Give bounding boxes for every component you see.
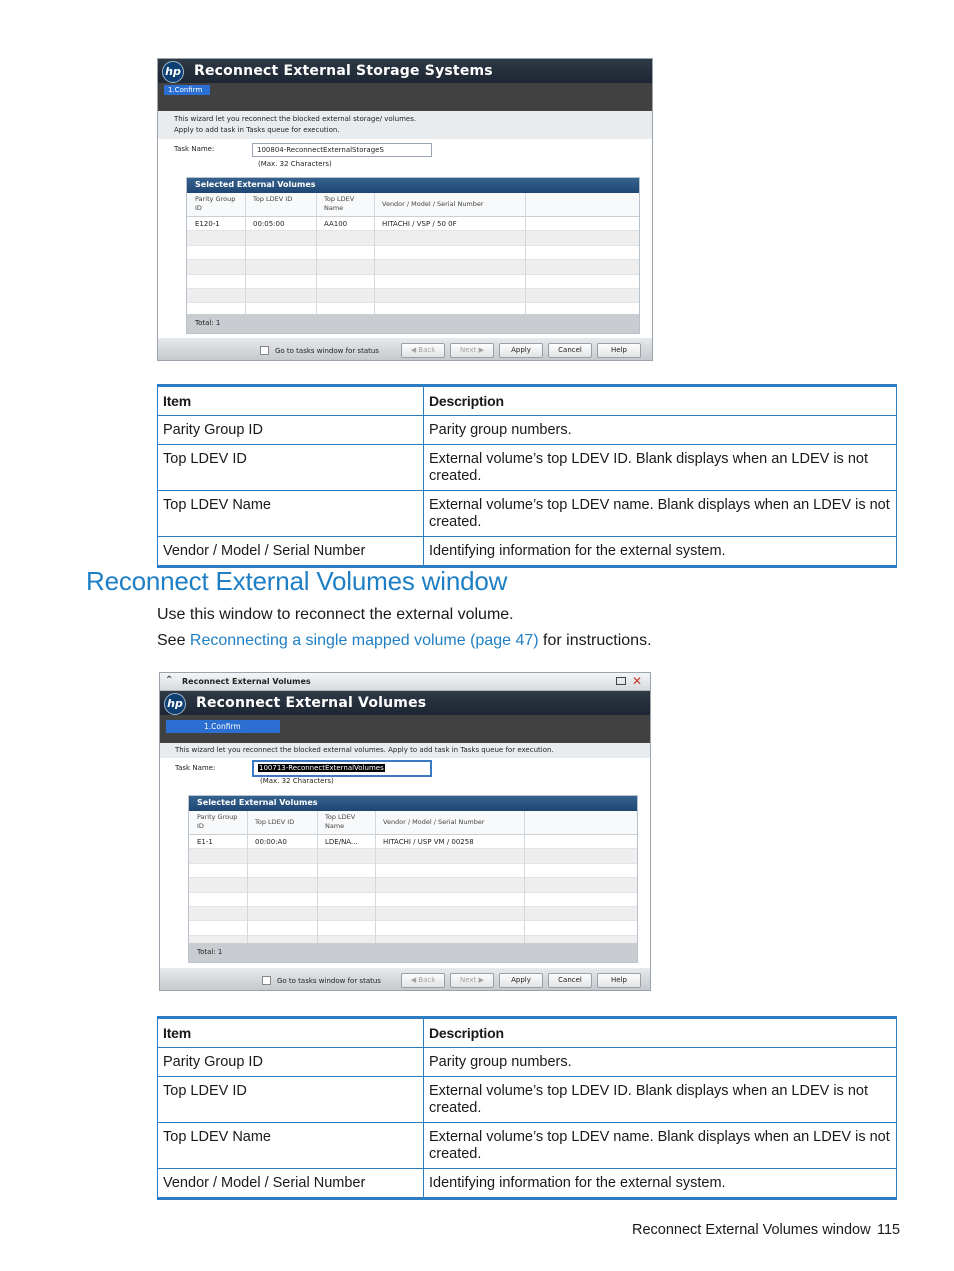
cell-top-ldev-name: AA100 bbox=[324, 220, 348, 228]
reconnect-external-storage-screenshot bbox=[157, 58, 653, 361]
next-button[interactable]: Next ▶ bbox=[450, 973, 494, 988]
cell-top-ldev-name: LDE/NA... bbox=[325, 838, 358, 846]
wizard-button-bar bbox=[158, 338, 652, 361]
apply-button[interactable]: Apply bbox=[499, 343, 543, 358]
table-row bbox=[158, 491, 897, 537]
table-header-row bbox=[158, 1018, 897, 1048]
maximize-icon[interactable] bbox=[616, 677, 626, 685]
task-name-label: Task Name: bbox=[174, 145, 215, 153]
field-description-table bbox=[157, 384, 897, 568]
task-name-label: Task Name: bbox=[175, 764, 216, 772]
description-cell: External volume’s top LDEV name. Blank displays when an LDEV is not created. bbox=[424, 491, 897, 537]
item-cell: Top LDEV ID bbox=[158, 1077, 424, 1123]
item-cell: Vendor / Model / Serial Number bbox=[158, 1169, 424, 1199]
field-description-table-2 bbox=[157, 1016, 897, 1200]
table-row bbox=[187, 246, 639, 260]
description-cell: External volume’s top LDEV ID. Blank displays when an LDEV is not created. bbox=[424, 445, 897, 491]
wizard-intro: This wizard let you reconnect the blocked external volumes. Apply to add task in Tasks queue for execution. bbox=[160, 743, 650, 758]
table-row bbox=[189, 893, 637, 907]
table-row bbox=[187, 231, 639, 245]
table-rows bbox=[189, 835, 637, 950]
cell-vendor-model-serial: HITACHI / USP VM / 00258 bbox=[383, 838, 474, 846]
column-divider bbox=[245, 193, 246, 314]
table-row bbox=[158, 1169, 897, 1199]
col-parity-group-id[interactable]: Parity Group ID bbox=[197, 813, 238, 830]
cell-top-ldev-id: 00:05:00 bbox=[253, 220, 285, 228]
wizard-body bbox=[160, 691, 650, 991]
selected-volumes-table bbox=[188, 795, 638, 963]
window-frame-bar bbox=[160, 673, 650, 691]
reconnect-external-volumes-screenshot bbox=[159, 672, 651, 991]
para2-suffix: for instructions. bbox=[538, 632, 652, 649]
hp-logo-icon: hp bbox=[164, 693, 186, 715]
cell-parity-group: E1-1 bbox=[197, 838, 213, 846]
hp-logo-icon: hp bbox=[162, 61, 184, 83]
table-row bbox=[189, 864, 637, 878]
goto-tasks-checkbox[interactable] bbox=[262, 976, 271, 985]
col-top-ldev-name[interactable]: Top LDEV Name bbox=[324, 195, 355, 212]
section-heading: Reconnect External Volumes window bbox=[86, 566, 508, 596]
table-row bbox=[158, 1077, 897, 1123]
table-row bbox=[158, 1123, 897, 1169]
description-cell: Identifying information for the external system. bbox=[424, 537, 897, 567]
table-row bbox=[158, 445, 897, 491]
column-divider bbox=[524, 811, 525, 943]
item-cell: Parity Group ID bbox=[158, 416, 424, 445]
column-divider bbox=[247, 811, 248, 943]
help-button[interactable]: Help bbox=[597, 973, 641, 988]
cell-vendor-model-serial: HITACHI / VSP / 50 0F bbox=[382, 220, 457, 228]
table-row bbox=[189, 849, 637, 863]
wizard-intro bbox=[158, 111, 652, 139]
goto-tasks-label: Go to tasks window for status bbox=[277, 977, 381, 985]
wizard-button-bar bbox=[160, 968, 650, 991]
item-cell: Top LDEV Name bbox=[158, 491, 424, 537]
help-button[interactable]: Help bbox=[597, 343, 641, 358]
cell-top-ldev-id: 00:00:A0 bbox=[255, 838, 287, 846]
wizard-step-bar bbox=[160, 715, 650, 743]
section-paragraph-1: Use this window to reconnect the external volume. bbox=[157, 606, 514, 623]
goto-tasks-checkbox[interactable] bbox=[260, 346, 269, 355]
reconnecting-volume-link[interactable]: Reconnecting a single mapped volume (page 47) bbox=[189, 632, 539, 649]
column-divider bbox=[374, 193, 375, 314]
table-row bbox=[187, 260, 639, 274]
col-top-ldev-name[interactable]: Top LDEV Name bbox=[325, 813, 356, 830]
task-name-selected-text: 100713-ReconnectExternalVolumes bbox=[259, 764, 384, 772]
description-cell: Identifying information for the external system. bbox=[424, 1169, 897, 1199]
description-cell: Parity group numbers. bbox=[424, 1048, 897, 1077]
table-row[interactable] bbox=[187, 217, 639, 231]
table-row bbox=[189, 878, 637, 892]
col-parity-group-id[interactable]: Parity Group ID bbox=[195, 195, 236, 212]
section-paragraph-2 bbox=[157, 632, 652, 650]
back-button[interactable]: ◀ Back bbox=[401, 343, 445, 358]
wizard-step-bar bbox=[158, 83, 652, 111]
table-header-row bbox=[189, 811, 637, 835]
table-row[interactable] bbox=[189, 835, 637, 849]
description-cell: Parity group numbers. bbox=[424, 416, 897, 445]
task-name-hint: (Max. 32 Characters) bbox=[260, 777, 334, 785]
wizard-title-bar bbox=[158, 59, 652, 85]
table-row bbox=[187, 289, 639, 303]
column-divider bbox=[375, 811, 376, 943]
header-description: Description bbox=[424, 1018, 897, 1048]
wizard-title: Reconnect External Storage Systems bbox=[194, 63, 493, 79]
table-row bbox=[187, 275, 639, 289]
cancel-button[interactable]: Cancel bbox=[548, 343, 592, 358]
item-cell: Parity Group ID bbox=[158, 1048, 424, 1077]
step-confirm[interactable]: 1.Confirm bbox=[164, 85, 210, 95]
wizard-title: Reconnect External Volumes bbox=[196, 695, 427, 711]
para2-prefix: See bbox=[157, 632, 190, 649]
close-icon[interactable]: ✕ bbox=[631, 674, 642, 688]
collapse-chevron-icon[interactable]: ⌃ bbox=[165, 675, 174, 686]
col-top-ldev-id[interactable]: Top LDEV ID bbox=[255, 818, 295, 826]
table-header-row bbox=[158, 386, 897, 416]
window-title: Reconnect External Volumes bbox=[182, 677, 311, 686]
selected-volumes-title: Selected External Volumes bbox=[187, 178, 639, 193]
table-row bbox=[189, 921, 637, 935]
table-row bbox=[189, 907, 637, 921]
selected-volumes-table bbox=[186, 177, 640, 334]
description-cell: External volume’s top LDEV ID. Blank displays when an LDEV is not created. bbox=[424, 1077, 897, 1123]
column-divider bbox=[316, 193, 317, 314]
cancel-button[interactable]: Cancel bbox=[548, 973, 592, 988]
apply-button[interactable]: Apply bbox=[499, 973, 543, 988]
goto-tasks-label: Go to tasks window for status bbox=[275, 347, 379, 355]
footer-section-title: Reconnect External Volumes window bbox=[632, 1222, 871, 1238]
page-number: 115 bbox=[877, 1222, 901, 1238]
item-cell: Top LDEV ID bbox=[158, 445, 424, 491]
intro-line-2: Apply to add task in Tasks queue for execution. bbox=[174, 126, 340, 134]
task-name-input[interactable]: 100804-ReconnectExternalStorageS bbox=[252, 143, 432, 157]
table-row bbox=[158, 416, 897, 445]
selected-volumes-title: Selected External Volumes bbox=[189, 796, 637, 811]
table-row bbox=[158, 537, 897, 567]
column-divider bbox=[525, 193, 526, 314]
task-name-input[interactable] bbox=[252, 760, 432, 777]
item-cell: Vendor / Model / Serial Number bbox=[158, 537, 424, 567]
intro-line-1: This wizard let you reconnect the blocked external storage/ volumes. bbox=[174, 115, 417, 123]
col-vendor-model-serial[interactable]: Vendor / Model / Serial Number bbox=[383, 818, 485, 826]
next-button[interactable]: Next ▶ bbox=[450, 343, 494, 358]
header-description: Description bbox=[424, 386, 897, 416]
table-header-row bbox=[187, 193, 639, 217]
item-cell: Top LDEV Name bbox=[158, 1123, 424, 1169]
cell-parity-group: E120-1 bbox=[195, 220, 220, 228]
table-total: Total: 1 bbox=[189, 943, 637, 962]
back-button[interactable]: ◀ Back bbox=[401, 973, 445, 988]
wizard-title-bar bbox=[160, 691, 650, 717]
column-divider bbox=[317, 811, 318, 943]
header-item: Item bbox=[158, 386, 424, 416]
table-row bbox=[158, 1048, 897, 1077]
col-top-ldev-id[interactable]: Top LDEV ID bbox=[253, 195, 293, 203]
col-vendor-model-serial[interactable]: Vendor / Model / Serial Number bbox=[382, 200, 484, 208]
table-total: Total: 1 bbox=[187, 314, 639, 333]
task-name-hint: (Max. 32 Characters) bbox=[258, 160, 332, 168]
header-item: Item bbox=[158, 1018, 424, 1048]
step-confirm[interactable]: 1.Confirm bbox=[166, 720, 280, 733]
description-cell: External volume’s top LDEV name. Blank displays when an LDEV is not created. bbox=[424, 1123, 897, 1169]
